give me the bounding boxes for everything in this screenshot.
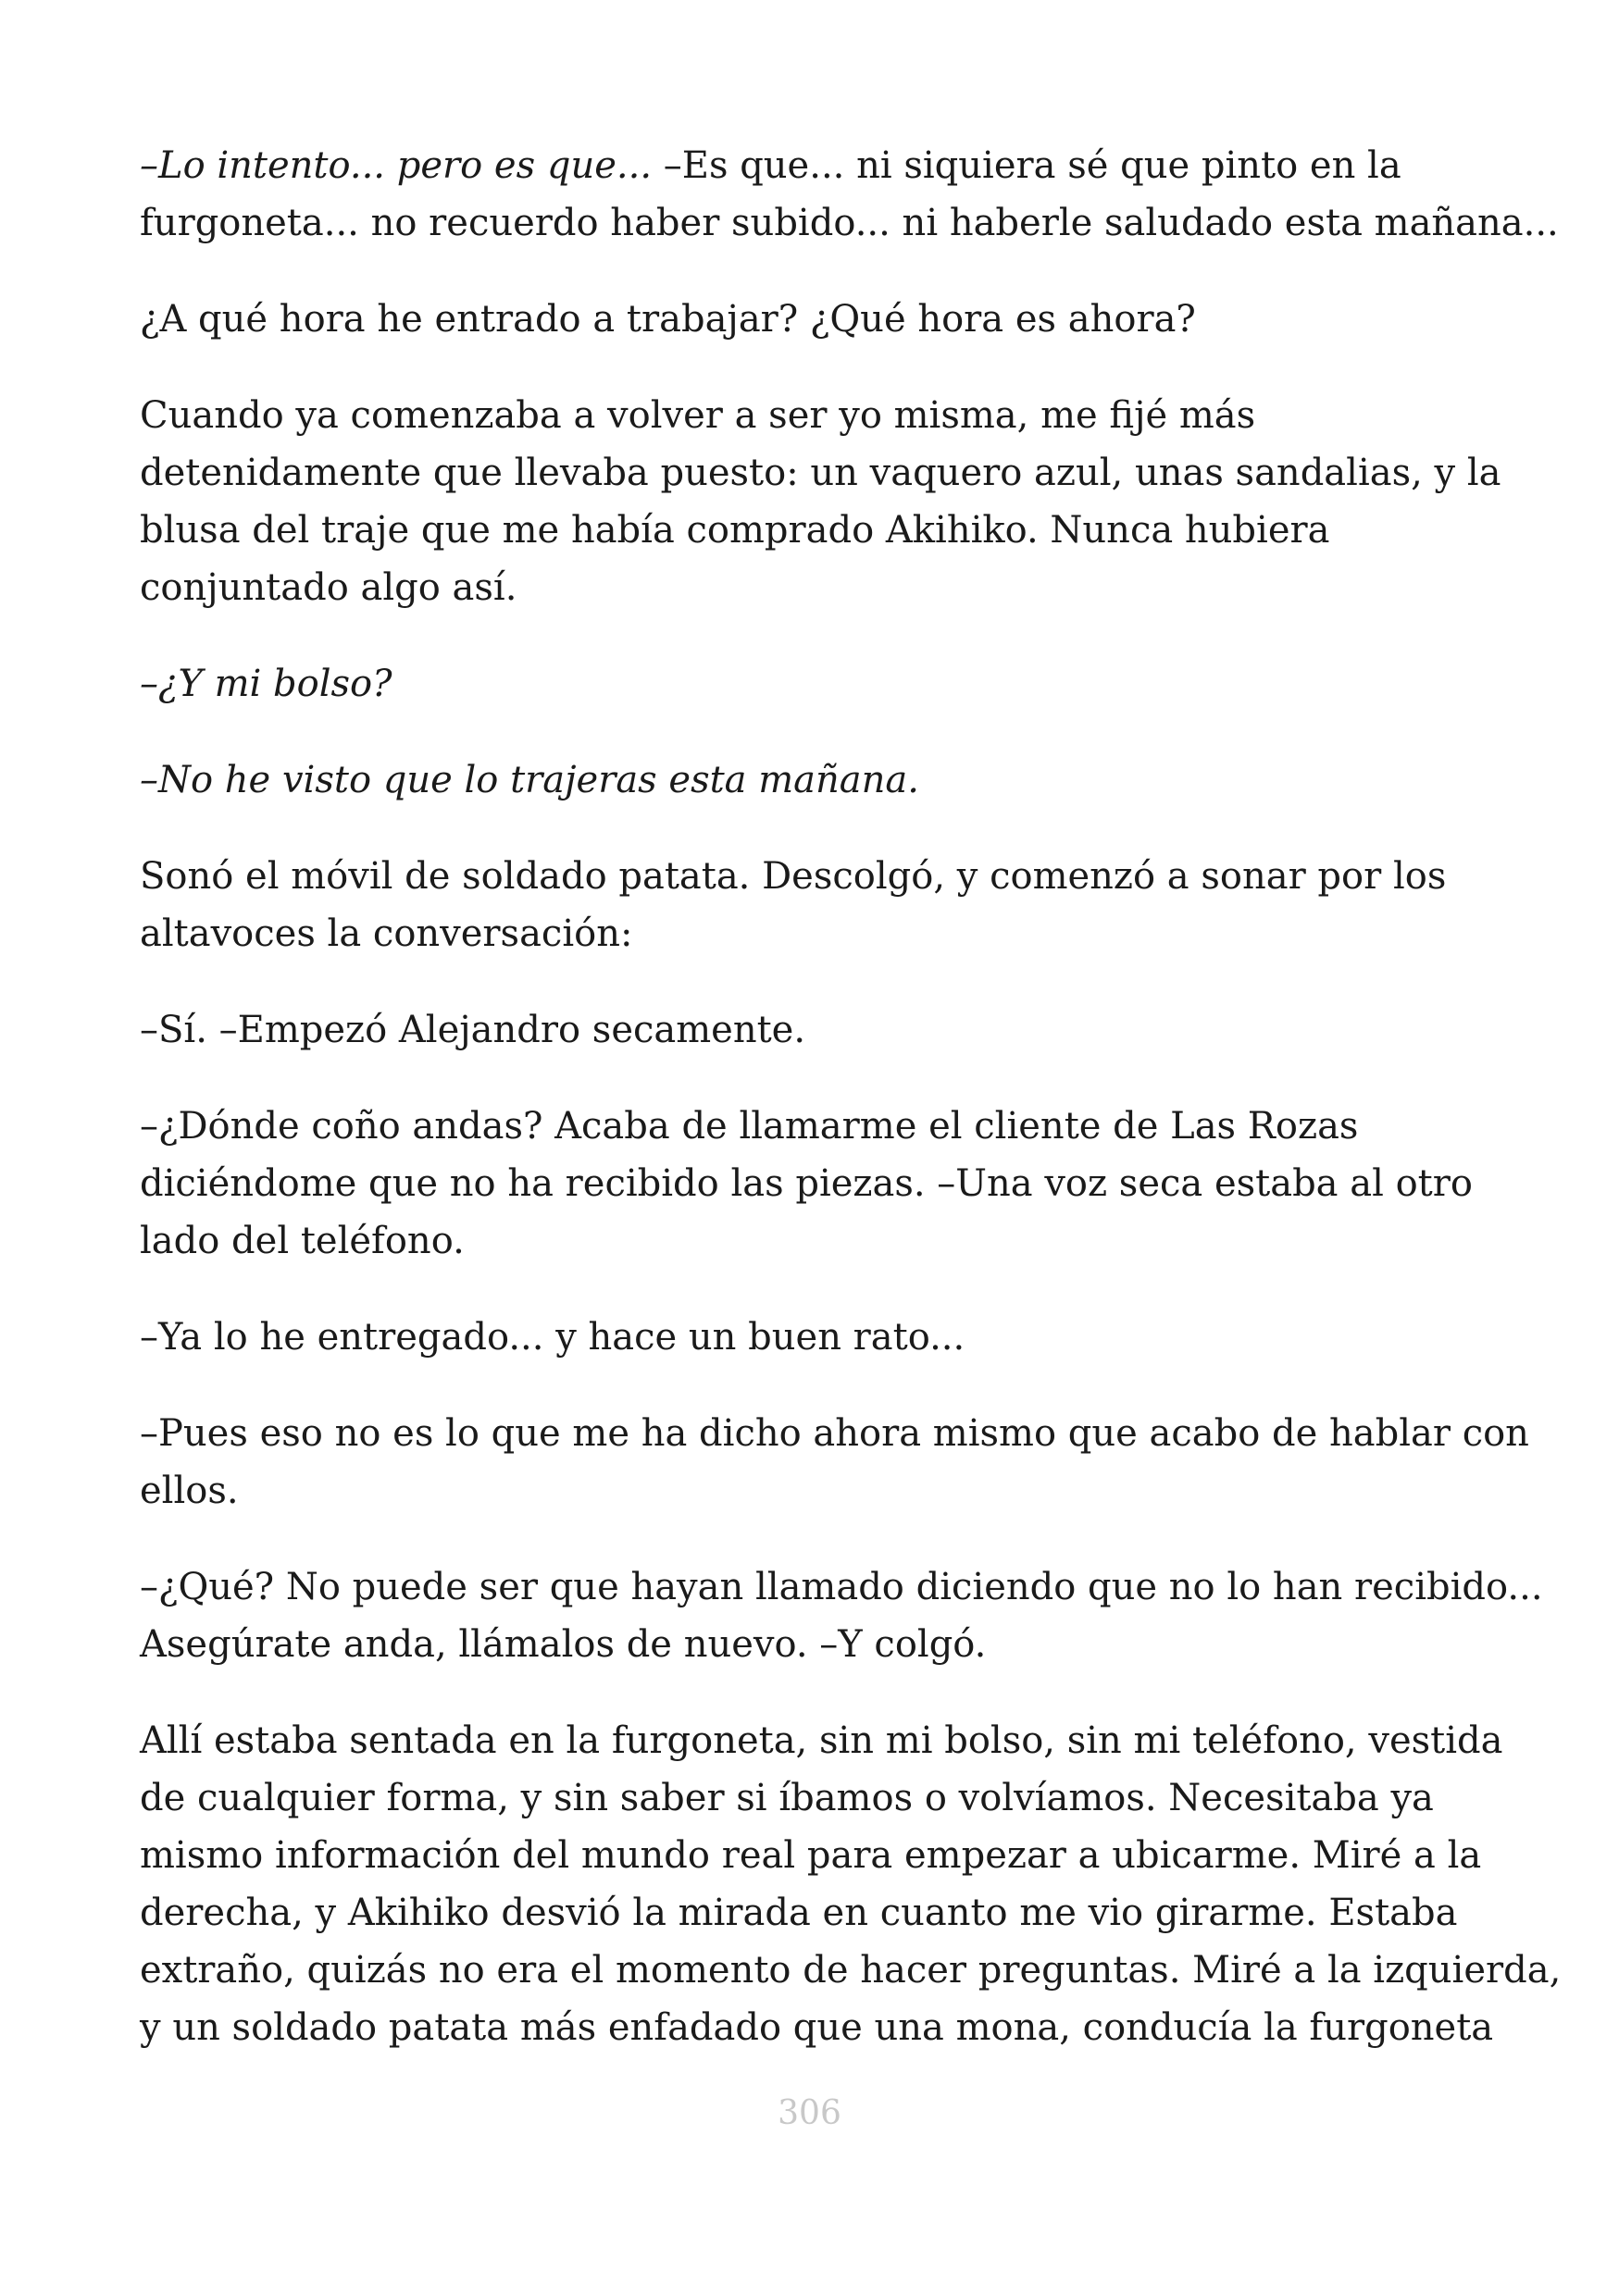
text-span: altavoces la conversación:	[140, 912, 633, 955]
text-span: furgoneta... no recuerdo haber subido... ni haberle saludado esta mañana...	[140, 202, 1559, 244]
text-span: detenidamente que llevaba puesto: un vaquero azul, unas sandalias, y la	[140, 452, 1501, 494]
paragraph	[140, 655, 1510, 713]
text-span: Sonó el móvil de soldado patata. Descolgó, y comenzó a sonar por los	[140, 855, 1447, 898]
text-span: conjuntado algo así.	[140, 566, 517, 609]
text-line	[140, 1309, 1510, 1366]
text-line	[140, 655, 1510, 713]
text-line	[140, 1999, 1510, 2056]
text-span: ellos.	[140, 1470, 239, 1512]
italic-text: –Lo intento... pero es que...	[140, 144, 664, 187]
text-span: Allí estaba sentada en la furgoneta, sin mi bolso, sin mi teléfono, vestida	[140, 1719, 1503, 1762]
text-line	[140, 559, 1510, 616]
text-line	[140, 194, 1559, 252]
text-line	[140, 905, 1510, 962]
paragraph	[140, 387, 1510, 616]
text-line	[140, 1405, 1529, 1462]
text-span: mismo información del mundo real para empezar a ubicarme. Miré a la	[140, 1834, 1482, 1877]
paragraph	[140, 1309, 1510, 1366]
paragraph	[140, 1712, 1562, 2056]
text-line	[140, 1884, 1510, 1942]
text-span: –Pues eso no es lo que me ha dicho ahora mismo que acabo de hablar con	[140, 1412, 1529, 1455]
paragraph	[140, 1098, 1510, 1270]
text-line	[140, 137, 1510, 194]
text-line	[140, 848, 1510, 905]
paragraph	[140, 1558, 1543, 1673]
paragraph	[140, 1405, 1529, 1520]
italic-text: –¿Y mi bolso?	[140, 663, 392, 705]
text-span: y un soldado patata más enfadado que una mona, conducía la furgoneta	[140, 2006, 1494, 2049]
text-span: lado del teléfono.	[140, 1220, 465, 1262]
page-number: 306	[778, 2094, 841, 2132]
paragraph	[140, 137, 1559, 252]
text-line	[140, 1558, 1543, 1616]
paragraph	[140, 1001, 1510, 1059]
text-span: blusa del traje que me había comprado Akihiko. Nunca hubiera	[140, 509, 1330, 552]
text-span: diciéndome que no ha recibido las piezas. –Una voz seca estaba al otro	[140, 1162, 1473, 1205]
text-line	[140, 751, 1510, 809]
paragraph	[140, 291, 1510, 348]
text-span: derecha, y Akihiko desvió la mirada en cuanto me vio girarme. Estaba	[140, 1892, 1458, 1934]
text-line	[140, 387, 1510, 444]
text-line	[140, 1827, 1510, 1884]
text-line	[140, 1616, 1510, 1673]
text-span: de cualquier forma, y sin saber si íbamos o volvíamos. Necesitaba ya	[140, 1777, 1434, 1819]
body-text	[140, 137, 1562, 2095]
text-line	[140, 1942, 1562, 1999]
text-line	[140, 1462, 1510, 1520]
text-line	[140, 1712, 1510, 1769]
text-span: ¿A qué hora he entrado a trabajar? ¿Qué hora es ahora?	[140, 298, 1196, 341]
text-line	[140, 1769, 1510, 1827]
text-span: Cuando ya comenzaba a volver a ser yo misma, me fijé más	[140, 394, 1256, 437]
text-span: –Ya lo he entregado... y hace un buen rato...	[140, 1316, 965, 1359]
text-line	[140, 1212, 1510, 1270]
italic-text: –No he visto que lo trajeras esta mañana.	[140, 759, 919, 801]
text-line	[140, 1001, 1510, 1059]
text-line	[140, 291, 1510, 348]
text-line	[140, 1155, 1510, 1212]
text-span: –Sí. –Empezó Alejandro secamente.	[140, 1009, 806, 1051]
text-span: –¿Dónde coño andas? Acaba de llamarme el cliente de Las Rozas	[140, 1105, 1359, 1148]
text-span: Asegúrate anda, llámalos de nuevo. –Y colgó.	[140, 1623, 987, 1666]
text-line	[140, 502, 1510, 559]
text-span: –Es que... ni siquiera sé que pinto en la	[663, 144, 1401, 187]
text-span: extraño, quizás no era el momento de hacer preguntas. Miré a la izquierda,	[140, 1949, 1562, 1992]
text-span: –¿Qué? No puede ser que hayan llamado diciendo que no lo han recibido...	[140, 1566, 1543, 1608]
text-line	[140, 1098, 1510, 1155]
paragraph	[140, 848, 1510, 962]
text-line	[140, 444, 1510, 502]
paragraph	[140, 751, 1510, 809]
